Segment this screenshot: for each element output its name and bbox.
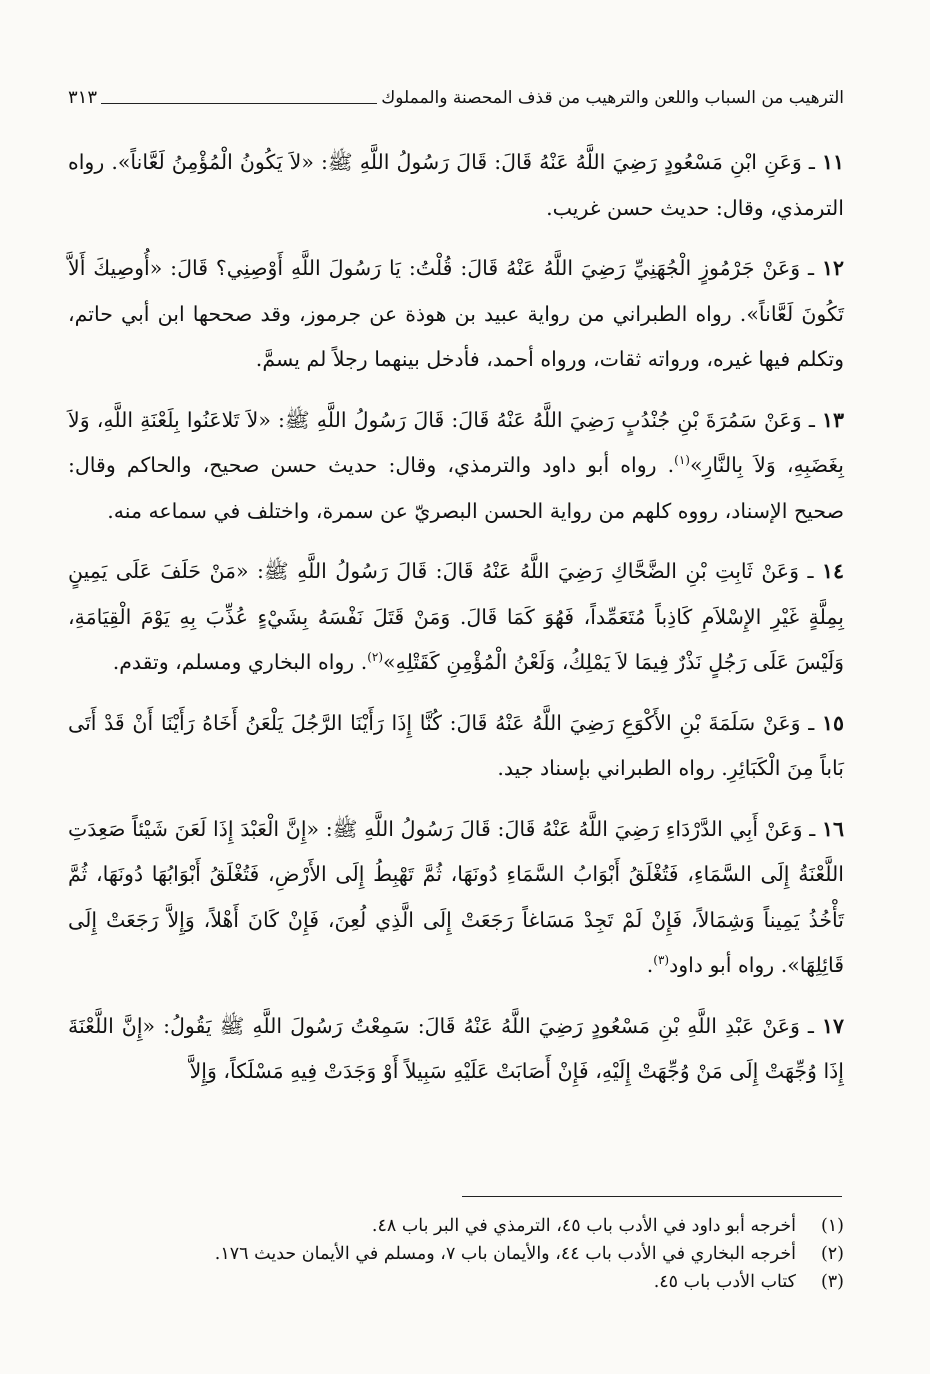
hadith-number: ١٤ (821, 559, 844, 583)
hadith-text-tail: . رواه البخاري ومسلم، وتقدم. (112, 650, 368, 674)
page-number: ٣١٣ (68, 87, 98, 108)
running-header (68, 86, 844, 110)
hadith-paragraph (68, 398, 844, 535)
hadith-paragraph (68, 1004, 844, 1095)
hadith-text: ـ وَعَنِ ابْنِ مَسْعُودٍ رَضِيَ اللَّهُ عَنْهُ قَالَ: قَالَ رَسُولُ اللَّهِ ﷺ: «لاَ يَكُونُ الْمُؤْمِنُ لَعَّاناً». رواه الترمذي، وقال: حديث حسن غريب. (68, 150, 844, 220)
hadith-text: ـ وَعَنْ سَلَمَةَ بْنِ الأَكْوَعِ رَضِيَ اللَّهُ عَنْهُ قَالَ: كُنَّا إِذَا رَأَيْنَا الرَّجُلَ يَلْعَنُ أَخَاهُ رَأَيْنَا أَنْ قَدْ أَتَى بَاباً مِنَ الْكَبَائِرِ. رواه الطبراني بإسناد جيد. (68, 710, 844, 780)
footnote-text: أخرجه البخاري في الأدب باب ٤٤، والأيمان باب ٧، ومسلم في الأيمان حديث ١٧٦. (214, 1244, 796, 1264)
footnote-text: كتاب الأدب باب ٤٥. (653, 1272, 796, 1292)
hadith-text-tail: . (646, 953, 654, 977)
hadith-number: ١٦ (821, 816, 844, 841)
hadith-paragraph (68, 549, 844, 686)
hadith-number: ١١ (821, 150, 844, 174)
footnote (68, 1212, 844, 1240)
hadith-number: ١٧ (821, 1013, 844, 1038)
hadith-text: ـ وَعَنْ ثَابِتِ بْنِ الضَّحَّاكِ رَضِيَ اللَّهُ عَنْهُ قَالَ: قَالَ رَسُولُ اللَّهِ ﷺ: «مَنْ حَلَفَ عَلَى يَمِينٍ بِمِلَّةٍ غَيْرِ الإِسْلاَمِ كَاذِباً مُتَعَمِّداً، فَهُوَ كَمَا قَالَ. وَمَنْ قَتَلَ نَفْسَهُ بِشَيْءٍ عُذِّبَ بِهِ يَوْمَ الْقِيَامَةِ، وَلَيْسَ عَلَى رَجُلٍ نَذْرٌ فِيمَا لاَ يَمْلِكُ، وَلَعْنُ الْمُؤْمِنِ كَقَتْلِهِ» (68, 559, 844, 674)
hadith-text-tail: . رواه أبو داود والترمذي، وقال: حديث حسن صحيح، والحاكم وقال: صحيح الإسناد، رووه كلهم من رواية الحسن البصريّ عن سمرة، واختلف في سماعه منه. (68, 453, 844, 523)
main-text (68, 140, 844, 1110)
footnote-ref: (٣) (653, 953, 670, 968)
footnote (68, 1240, 844, 1268)
hadith-text: ـ وَعَنْ أَبِي الدَّرْدَاءِ رَضِيَ اللَّهُ عَنْهُ قَالَ: قَالَ رَسُولُ اللَّهِ ﷺ: «إِنَّ الْعَبْدَ إِذَا لَعَنَ شَيْئاً صَعِدَتِ اللَّعْنَةُ إِلَى السَّمَاءِ، فَتُغْلَقُ أَبْوَابُ السَّمَاءِ دُونَهَا، ثُمَّ تَهْبِطُ إِلَى الأَرْضِ، فَتُغْلَقُ أَبْوَابُهَا دُونَهَا، ثُمَّ تَأْخُذُ يَمِيناً وَشِمَالاً، فَإِنْ لَمْ تَجِدْ مَسَاغاً رَجَعَتْ إِلَى الَّذِي لُعِنَ، فَإِنْ كَانَ أَهْلاً، وَإِلاَّ رَجَعَتْ إِلَى قَائِلِهَا». رواه أبو داود (68, 816, 844, 977)
hadith-number: ١٢ (821, 256, 844, 280)
hadith-text: ـ وَعَنْ عَبْدِ اللَّهِ بْنِ مَسْعُودٍ رَضِيَ اللَّهُ عَنْهُ قَالَ: سَمِعْتُ رَسُولَ اللَّهِ ﷺ يَقُولُ: «إِنَّ اللَّعْنَةَ إِذَا وُجِّهَتْ إِلَى مَنْ وُجِّهَتْ إِلَيْهِ، فَإِنْ أَصَابَتْ عَلَيْهِ سَبِيلاً أَوْ وَجَدَتْ فِيهِ مَسْلَكاً، وَإِلاَّ (68, 1013, 844, 1083)
hadith-number: ١٣ (821, 407, 844, 432)
footnote (68, 1268, 844, 1296)
hadith-paragraph (68, 246, 844, 383)
header-title: الترهيب من السباب واللعن والترهيب من قذف المحصنة والمملوك (381, 88, 844, 108)
hadith-text: ـ وَعَنْ سَمُرَةَ بْنِ جُنْدُبٍ رَضِيَ اللَّهُ عَنْهُ قَالَ: قَالَ رَسُولُ اللَّهِ ﷺ: «لاَ تَلاعَنُوا بِلَعْنَةِ اللَّهِ، وَلاَ بِغَضَبِهِ، وَلاَ بِالنَّارِ» (68, 407, 844, 477)
hadith-text: ـ وَعَنْ جَرْمُوزٍ الْجُهَنِيِّ رَضِيَ اللَّهُ عَنْهُ قَالَ: قُلْتُ: يَا رَسُولَ اللَّهِ أَوْصِنِي؟ قَالَ: «أُوصِيكَ أَلاَّ تَكُونَ لَعَّاناً». رواه الطبراني من رواية عبيد بن هوذة عن جرموز، وقد صححها ابن أبي حاتم، وتكلم فيها غيره، ورواته ثقات، ورواه أحمد، فأدخل بينهما رجلاً لم يسمَّ. (68, 256, 844, 371)
footnote-number: (١) (820, 1216, 844, 1236)
header-rule (101, 103, 377, 104)
footnote-rule (462, 1196, 842, 1197)
hadith-paragraph (68, 140, 844, 231)
footnote-text: أخرجه أبو داود في الأدب باب ٤٥، الترمذي في البر باب ٤٨. (371, 1216, 796, 1236)
hadith-paragraph (68, 807, 844, 989)
footnotes (68, 1212, 844, 1296)
footnote-ref: (٢) (367, 650, 384, 665)
footnote-number: (٣) (820, 1272, 844, 1292)
hadith-number: ١٥ (821, 710, 844, 735)
hadith-paragraph (68, 701, 844, 792)
footnote-ref: (١) (674, 453, 690, 468)
footnote-number: (٢) (820, 1244, 844, 1264)
